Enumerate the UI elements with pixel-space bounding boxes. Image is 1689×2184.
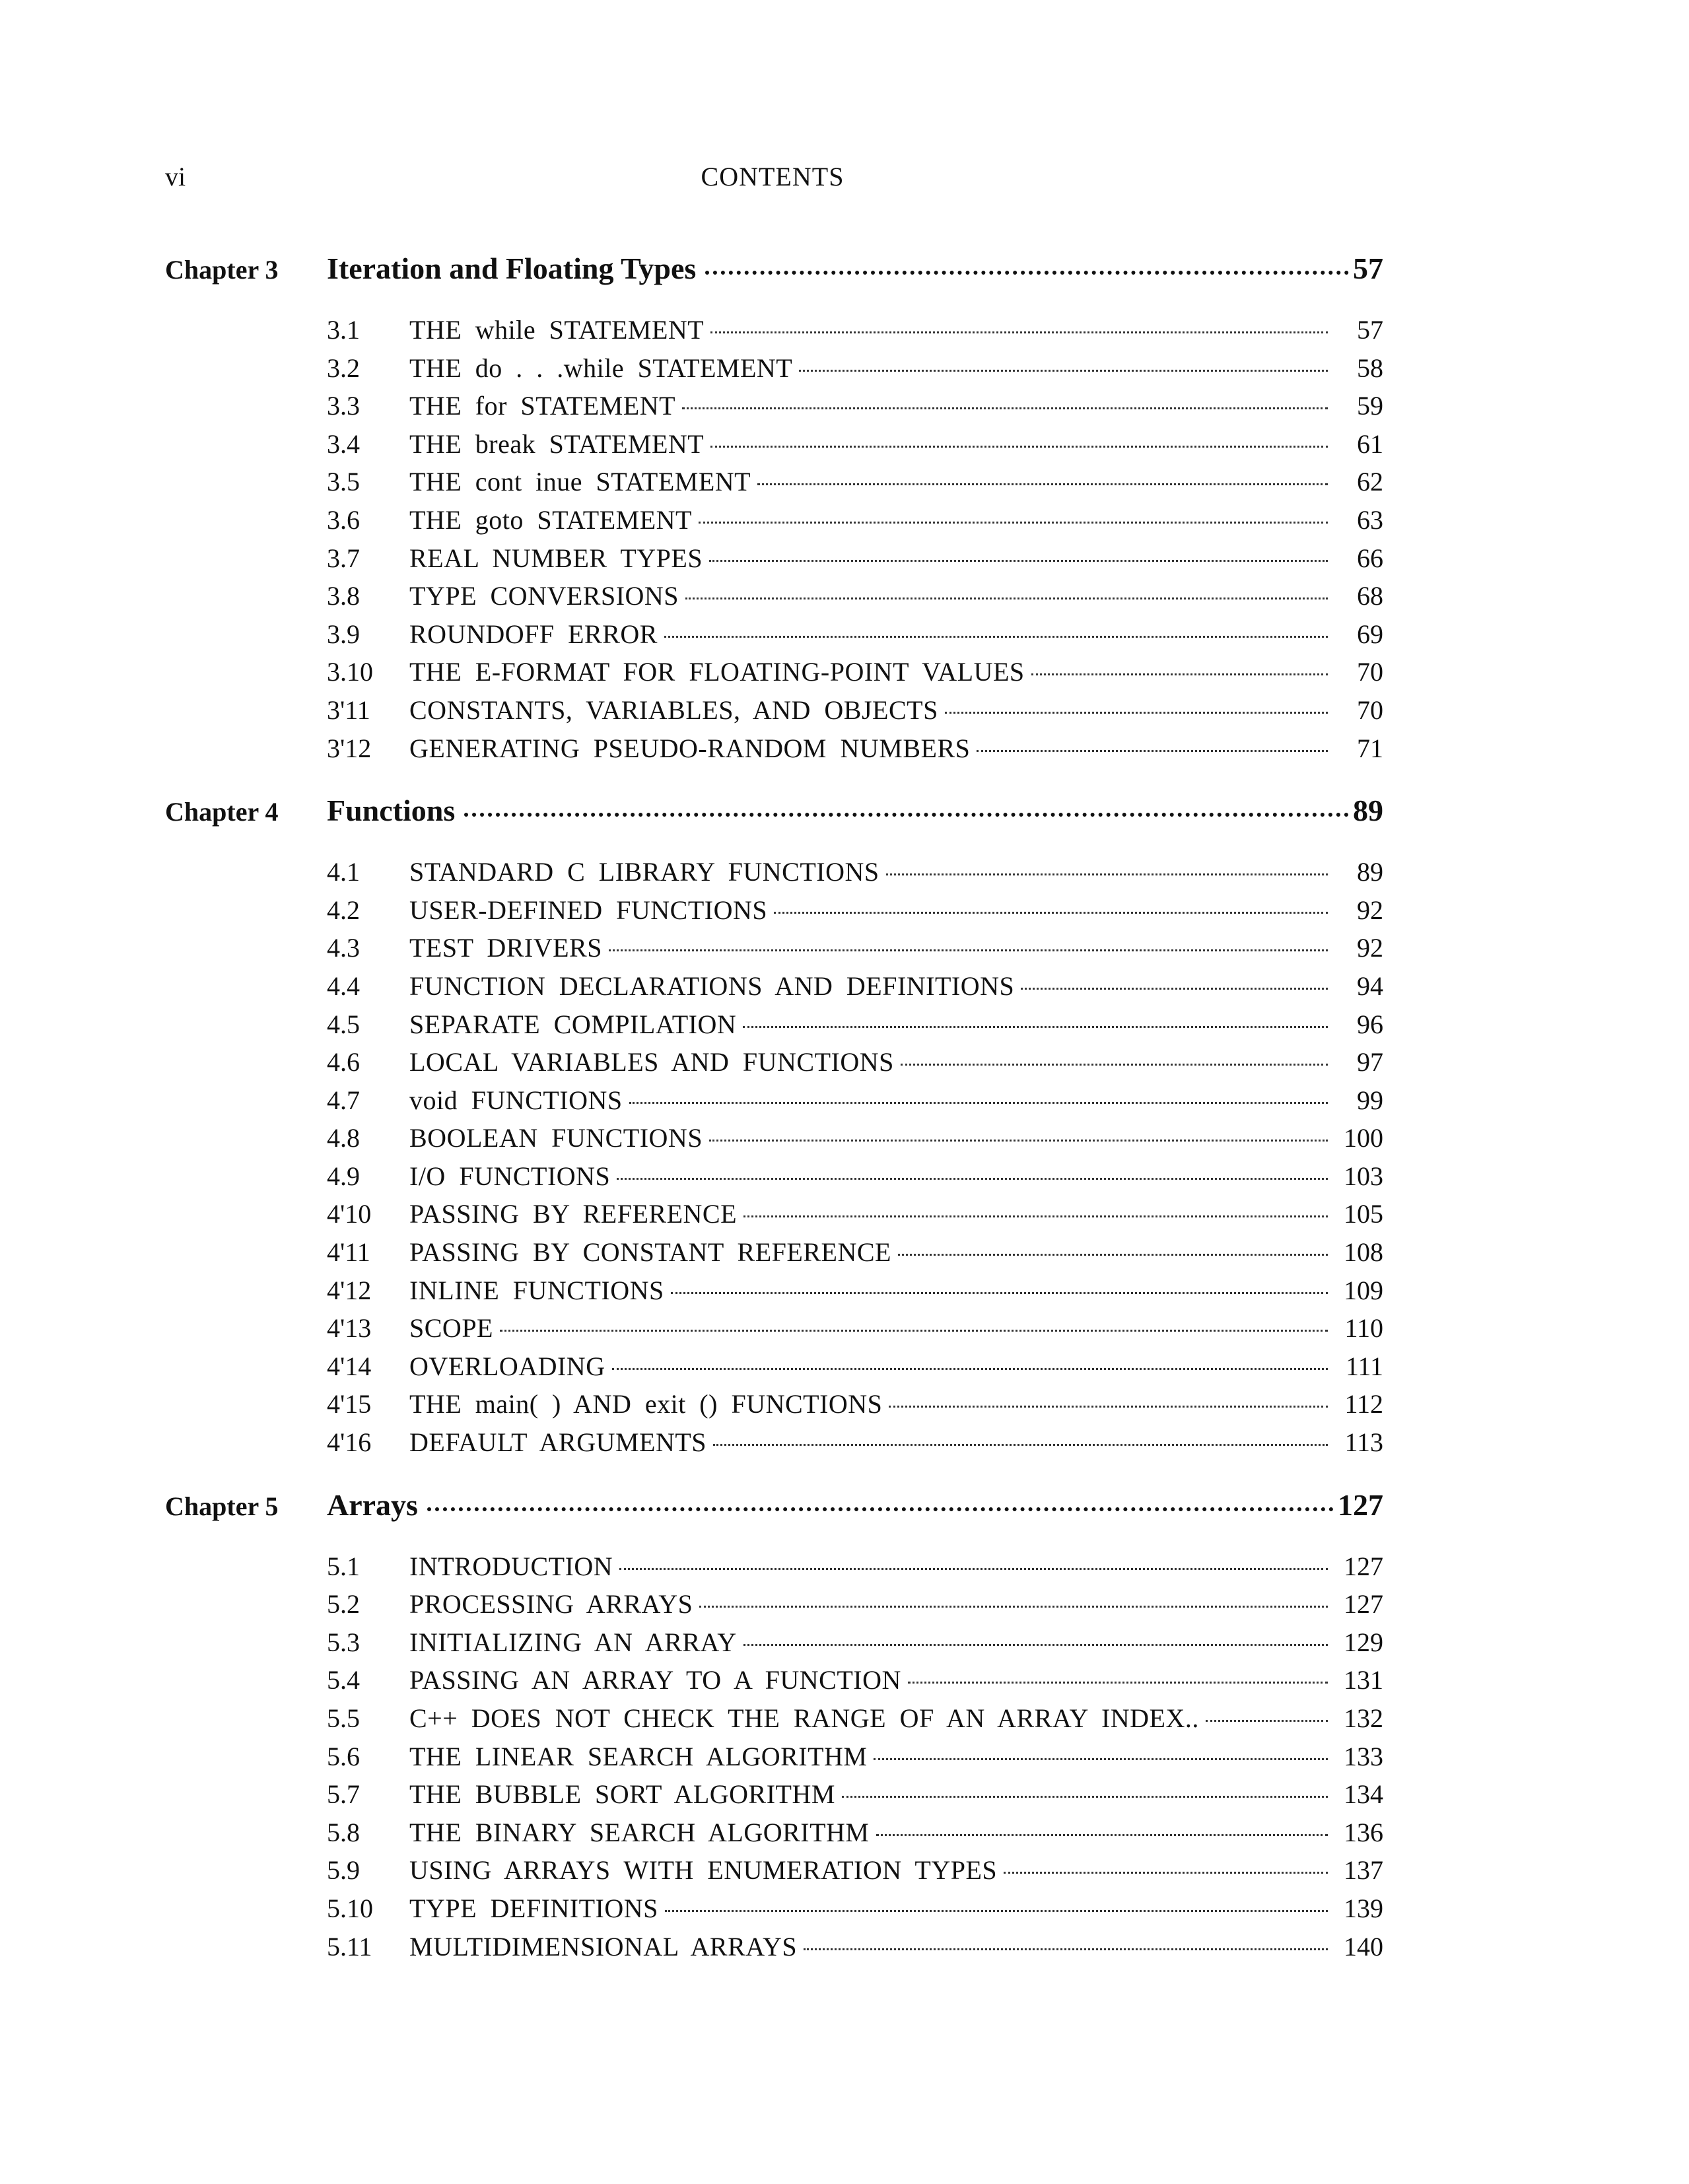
section-entry: [327, 895, 1383, 933]
section-entry: [327, 1893, 1383, 1931]
section-number: 3'11: [327, 695, 370, 725]
section-page-number: 131: [1344, 1665, 1383, 1695]
section-entry: [327, 1085, 1383, 1123]
section-number: 3.4: [327, 428, 360, 459]
section-entry: [327, 1122, 1383, 1161]
section-number: 5.3: [327, 1627, 360, 1657]
section-title: TYPE DEFINITIONS: [409, 1893, 658, 1923]
section-page-number: 58: [1357, 353, 1383, 383]
section-page-number: 111: [1345, 1351, 1383, 1381]
section-title: SCOPE: [409, 1313, 493, 1344]
section-title: PASSING BY REFERENCE: [409, 1199, 738, 1229]
dot-leader: [774, 912, 1328, 914]
dot-leader: [617, 1178, 1328, 1180]
section-number: 3.8: [327, 581, 360, 611]
dot-leader: [757, 483, 1328, 485]
section-title: REAL NUMBER TYPES: [409, 543, 703, 573]
chapter-entry: [165, 251, 1383, 302]
dot-leader: [671, 1292, 1328, 1294]
dot-leader: [898, 1254, 1328, 1256]
section-page-number: 133: [1344, 1741, 1383, 1771]
section-number: 4.1: [327, 857, 360, 887]
dot-leader: [901, 1064, 1328, 1066]
section-title: GENERATING PSEUDO-RANDOM NUMBERS: [409, 733, 971, 763]
dot-leader: [664, 636, 1328, 638]
section-title: THE break STATEMENT: [409, 428, 705, 459]
section-number: 3'12: [327, 733, 372, 763]
section-number: 4.5: [327, 1009, 360, 1039]
section-number: 5.2: [327, 1589, 360, 1620]
section-entry: [327, 619, 1383, 657]
section-page-number: 70: [1357, 695, 1383, 725]
section-list: [327, 1551, 1383, 1969]
section-title: SEPARATE COMPILATION: [409, 1009, 737, 1039]
section-entry: [327, 1588, 1383, 1627]
dot-leader: [842, 1796, 1328, 1798]
section-title: LOCAL VARIABLES AND FUNCTIONS: [409, 1047, 894, 1077]
section-title: THE BINARY SEARCH ALGORITHM: [409, 1817, 870, 1847]
dot-leader: [1004, 1872, 1328, 1874]
section-list: [327, 856, 1383, 1465]
section-entry: [327, 390, 1383, 428]
section-page-number: 66: [1357, 543, 1383, 573]
section-title: FUNCTION DECLARATIONS AND DEFINITIONS: [409, 971, 1015, 1001]
chapter-label: Chapter 3: [165, 255, 279, 285]
section-number: 4.8: [327, 1123, 360, 1153]
section-title: PROCESSING ARRAYS: [409, 1589, 693, 1620]
section-page-number: 89: [1357, 857, 1383, 887]
section-title: USER-DEFINED FUNCTIONS: [409, 895, 768, 925]
dot-leader: [743, 1215, 1328, 1217]
section-number: 3.10: [327, 657, 373, 687]
dot-leader: [876, 1834, 1328, 1836]
section-page-number: 129: [1344, 1627, 1383, 1657]
section-page-number: 70: [1357, 657, 1383, 687]
chapter-page-number: 57: [1353, 252, 1383, 285]
section-entry: [327, 695, 1383, 733]
section-number: 5.4: [327, 1665, 360, 1695]
section-entry: [327, 1855, 1383, 1893]
dot-leader: [804, 1948, 1328, 1950]
section-title: THE for STATEMENT: [409, 391, 676, 421]
section-number: 3.7: [327, 543, 360, 573]
section-entry: [327, 314, 1383, 353]
dot-leader: [1031, 673, 1328, 675]
section-number: 4.3: [327, 933, 360, 963]
table-of-contents: [165, 251, 1383, 1991]
section-entry: [327, 1046, 1383, 1085]
section-entry: [327, 1931, 1383, 1969]
section-number: 4'11: [327, 1237, 370, 1268]
section-page-number: 68: [1357, 581, 1383, 611]
section-page-number: 108: [1344, 1237, 1383, 1268]
dot-leader: [629, 1102, 1328, 1104]
section-entry: [327, 932, 1383, 971]
section-page-number: 62: [1357, 467, 1383, 497]
section-entry: [327, 1388, 1383, 1427]
section-title: MULTIDIMENSIONAL ARRAYS: [409, 1931, 798, 1962]
section-page-number: 140: [1344, 1931, 1383, 1962]
section-entry: [327, 1627, 1383, 1665]
section-page-number: 57: [1357, 315, 1383, 345]
section-title: C++ DOES NOT CHECK THE RANGE OF AN ARRAY INDEX..: [409, 1703, 1199, 1733]
section-page-number: 109: [1344, 1275, 1383, 1305]
section-title: CONSTANTS, VARIABLES, AND OBJECTS: [409, 695, 938, 725]
section-entry: [327, 504, 1383, 543]
section-number: 4'10: [327, 1199, 372, 1229]
section-number: 4.7: [327, 1085, 360, 1115]
section-number: 4'12: [327, 1275, 372, 1305]
chapter-page-number: 127: [1338, 1487, 1383, 1522]
section-page-number: 137: [1344, 1855, 1383, 1886]
dot-leader: [743, 1644, 1328, 1646]
dot-leader: [908, 1682, 1328, 1684]
dot-leader: [612, 1368, 1328, 1370]
section-title: USING ARRAYS WITH ENUMERATION TYPES: [409, 1855, 998, 1886]
dot-leader: [743, 1026, 1328, 1028]
dot-leader: [710, 331, 1328, 333]
section-title: THE cont inue STATEMENT: [409, 467, 751, 497]
section-page-number: 127: [1344, 1589, 1383, 1620]
section-page-number: 139: [1344, 1893, 1383, 1923]
section-title: OVERLOADING: [409, 1351, 605, 1381]
section-entry: [327, 1664, 1383, 1703]
dot-leader: [709, 560, 1328, 562]
section-entry: [327, 856, 1383, 895]
dot-leader: [945, 712, 1328, 714]
dot-leader: [609, 949, 1328, 951]
dot-leader: [699, 522, 1328, 524]
section-title: PASSING BY CONSTANT REFERENCE: [409, 1237, 891, 1268]
section-number: 3.3: [327, 391, 360, 421]
section-page-number: 92: [1357, 895, 1383, 925]
dot-leader: [699, 1606, 1328, 1608]
dot-leader: [500, 1330, 1328, 1332]
section-number: 5.6: [327, 1741, 360, 1771]
section-title: BOOLEAN FUNCTIONS: [409, 1123, 703, 1153]
dot-leader: [886, 873, 1328, 875]
section-page-number: 103: [1344, 1161, 1383, 1191]
section-entry: [327, 1009, 1383, 1047]
dot-leader: [705, 271, 1349, 275]
section-entry: [327, 428, 1383, 467]
section-page-number: 99: [1357, 1085, 1383, 1115]
section-entry: [327, 1551, 1383, 1589]
section-number: 5.7: [327, 1779, 360, 1810]
section-entry: [327, 1313, 1383, 1351]
chapter-page-number: 89: [1353, 794, 1383, 828]
section-number: 4.9: [327, 1161, 360, 1191]
section-entry: [327, 1198, 1383, 1237]
section-entry: [327, 1161, 1383, 1199]
section-page-number: 92: [1357, 933, 1383, 963]
section-page-number: 96: [1357, 1009, 1383, 1039]
section-number: 4'14: [327, 1351, 372, 1381]
section-page-number: 59: [1357, 391, 1383, 421]
section-number: 3.6: [327, 504, 360, 535]
section-title: THE E-FORMAT FOR FLOATING-POINT VALUES: [409, 657, 1025, 687]
section-page-number: 61: [1357, 428, 1383, 459]
section-number: 3.1: [327, 315, 360, 345]
chapter-label: Chapter 4: [165, 797, 279, 827]
section-title: INITIALIZING AN ARRAY: [409, 1627, 737, 1657]
dot-leader: [874, 1758, 1328, 1760]
section-entry: [327, 466, 1383, 504]
section-title: void FUNCTIONS: [409, 1085, 623, 1115]
dot-leader: [665, 1910, 1328, 1912]
section-number: 4.2: [327, 895, 360, 925]
section-number: 5.1: [327, 1551, 360, 1581]
dot-leader: [619, 1568, 1328, 1570]
section-entry: [327, 353, 1383, 391]
section-entry: [327, 1703, 1383, 1741]
section-title: THE goto STATEMENT: [409, 504, 692, 535]
page-number: vi: [165, 162, 186, 191]
chapter-title: Arrays: [327, 1487, 418, 1522]
dot-leader: [1021, 988, 1328, 990]
dot-leader: [799, 370, 1328, 372]
chapter-title: Functions: [327, 794, 456, 828]
dot-leader: [1206, 1720, 1328, 1722]
section-title: TYPE CONVERSIONS: [409, 581, 679, 611]
section-number: 5.11: [327, 1931, 372, 1962]
section-entry: [327, 1817, 1383, 1855]
section-entry: [327, 1779, 1383, 1817]
section-entry: [327, 543, 1383, 581]
section-entry: [327, 971, 1383, 1009]
section-page-number: 105: [1344, 1199, 1383, 1229]
section-title: STANDARD C LIBRARY FUNCTIONS: [409, 857, 879, 887]
section-number: 5.5: [327, 1703, 360, 1733]
section-page-number: 134: [1344, 1779, 1383, 1810]
section-number: 4'16: [327, 1427, 372, 1458]
section-number: 4.6: [327, 1047, 360, 1077]
chapter-label: Chapter 5: [165, 1491, 279, 1521]
section-page-number: 136: [1344, 1817, 1383, 1847]
section-title: I/O FUNCTIONS: [409, 1161, 611, 1191]
dot-leader: [464, 813, 1349, 817]
dot-leader: [427, 1507, 1334, 1511]
section-entry: [327, 1351, 1383, 1389]
section-title: ROUNDOFF ERROR: [409, 619, 658, 649]
section-page-number: 97: [1357, 1047, 1383, 1077]
dot-leader: [710, 446, 1328, 448]
section-page-number: 112: [1344, 1389, 1383, 1419]
section-title: THE LINEAR SEARCH ALGORITHM: [409, 1741, 868, 1771]
chapter-title: Iteration and Floating Types: [327, 252, 697, 285]
section-number: 4'13: [327, 1313, 372, 1344]
section-page-number: 100: [1344, 1123, 1383, 1153]
section-entry: [327, 1427, 1383, 1465]
section-page-number: 113: [1344, 1427, 1383, 1458]
section-title: DEFAULT ARGUMENTS: [409, 1427, 707, 1458]
dot-leader: [889, 1406, 1328, 1408]
section-number: 5.8: [327, 1817, 360, 1847]
section-page-number: 110: [1344, 1313, 1383, 1344]
section-page-number: 63: [1357, 504, 1383, 535]
section-title: INTRODUCTION: [409, 1551, 613, 1581]
section-number: 3.9: [327, 619, 360, 649]
running-head: CONTENTS: [701, 162, 844, 191]
section-entry: [327, 656, 1383, 695]
section-page-number: 132: [1344, 1703, 1383, 1733]
chapter-entry: [165, 1487, 1383, 1539]
section-title: PASSING AN ARRAY TO A FUNCTION: [409, 1665, 901, 1695]
section-title: TEST DRIVERS: [409, 933, 602, 963]
section-title: INLINE FUNCTIONS: [409, 1275, 664, 1305]
section-entry: [327, 1275, 1383, 1313]
section-number: 3.5: [327, 467, 360, 497]
section-page-number: 127: [1344, 1551, 1383, 1581]
section-entry: [327, 580, 1383, 619]
dot-leader: [977, 750, 1328, 752]
section-entry: [327, 1237, 1383, 1275]
section-entry: [327, 733, 1383, 771]
section-number: 3.2: [327, 353, 360, 383]
section-title: THE do . . .while STATEMENT: [409, 353, 793, 383]
section-number: 5.10: [327, 1893, 373, 1923]
section-number: 5.9: [327, 1855, 360, 1886]
section-page-number: 94: [1357, 971, 1383, 1001]
section-title: THE while STATEMENT: [409, 315, 705, 345]
dot-leader: [682, 407, 1328, 409]
section-page-number: 71: [1357, 733, 1383, 763]
section-title: THE BUBBLE SORT ALGORITHM: [409, 1779, 835, 1810]
section-number: 4'15: [327, 1389, 372, 1419]
dot-leader: [685, 597, 1328, 599]
dot-leader: [709, 1140, 1328, 1142]
section-entry: [327, 1741, 1383, 1779]
section-title: THE main( ) AND exit () FUNCTIONS: [409, 1389, 883, 1419]
chapter-entry: [165, 793, 1383, 844]
section-page-number: 69: [1357, 619, 1383, 649]
dot-leader: [713, 1444, 1328, 1446]
section-number: 4.4: [327, 971, 360, 1001]
section-list: [327, 314, 1383, 770]
